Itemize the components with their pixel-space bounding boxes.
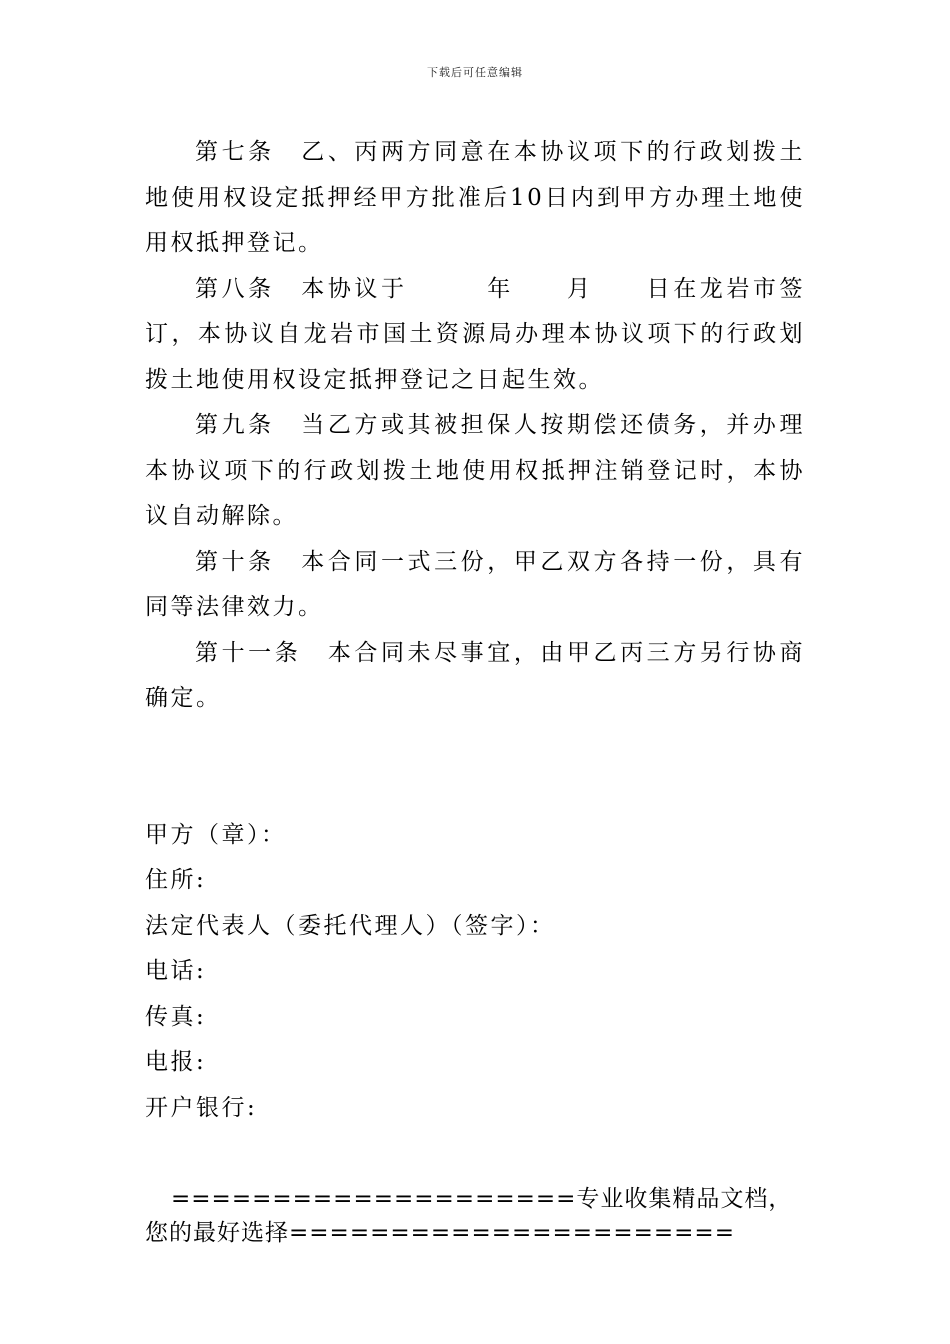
- article-7: 第七条 乙、丙两方同意在本协议项下的行政划拨土地使用权设定抵押经甲方批准后10日内到甲方办理土地使用权抵押登记。: [145, 139, 805, 256]
- address-label: 住所:: [145, 867, 207, 893]
- footer-text: ====================专业收集精品文档，您的最好选择======================: [145, 1186, 793, 1246]
- representative-label: 法定代表人（委托代理人）（签字）：: [145, 912, 556, 939]
- telegram-label: 电报:: [145, 1049, 207, 1075]
- fax-label: 传真:: [145, 1003, 207, 1030]
- bank-label: 开户银行:: [145, 1094, 258, 1121]
- article-8: 第八条 本协议于 年 月 日在龙岩市签订，本协议自龙岩市国土资源局办理本协议项下的行政划拨土地使用权设定抵押登记之日起生效。: [145, 275, 805, 393]
- signature-block: [145, 813, 805, 1132]
- party-a-seal-label: 甲方（章）：: [145, 821, 287, 848]
- article-11: 第十一条 本合同未尽事宜，由甲乙丙三方另行协商确定。: [145, 639, 805, 711]
- document-body: [145, 130, 805, 1131]
- page-footer: [145, 1182, 805, 1250]
- article-10: 第十条 本合同一式三份，甲乙双方各持一份，具有同等法律效力。: [145, 548, 805, 620]
- page-header: 下载后可任意编辑: [427, 66, 523, 79]
- phone-label: 电话:: [145, 958, 207, 984]
- spacer: [145, 722, 805, 813]
- article-9: 第九条 当乙方或其被担保人按期偿还债务，并办理本协议项下的行政划拨土地使用权抵押注销登记时，本协议自动解除。: [145, 412, 805, 529]
